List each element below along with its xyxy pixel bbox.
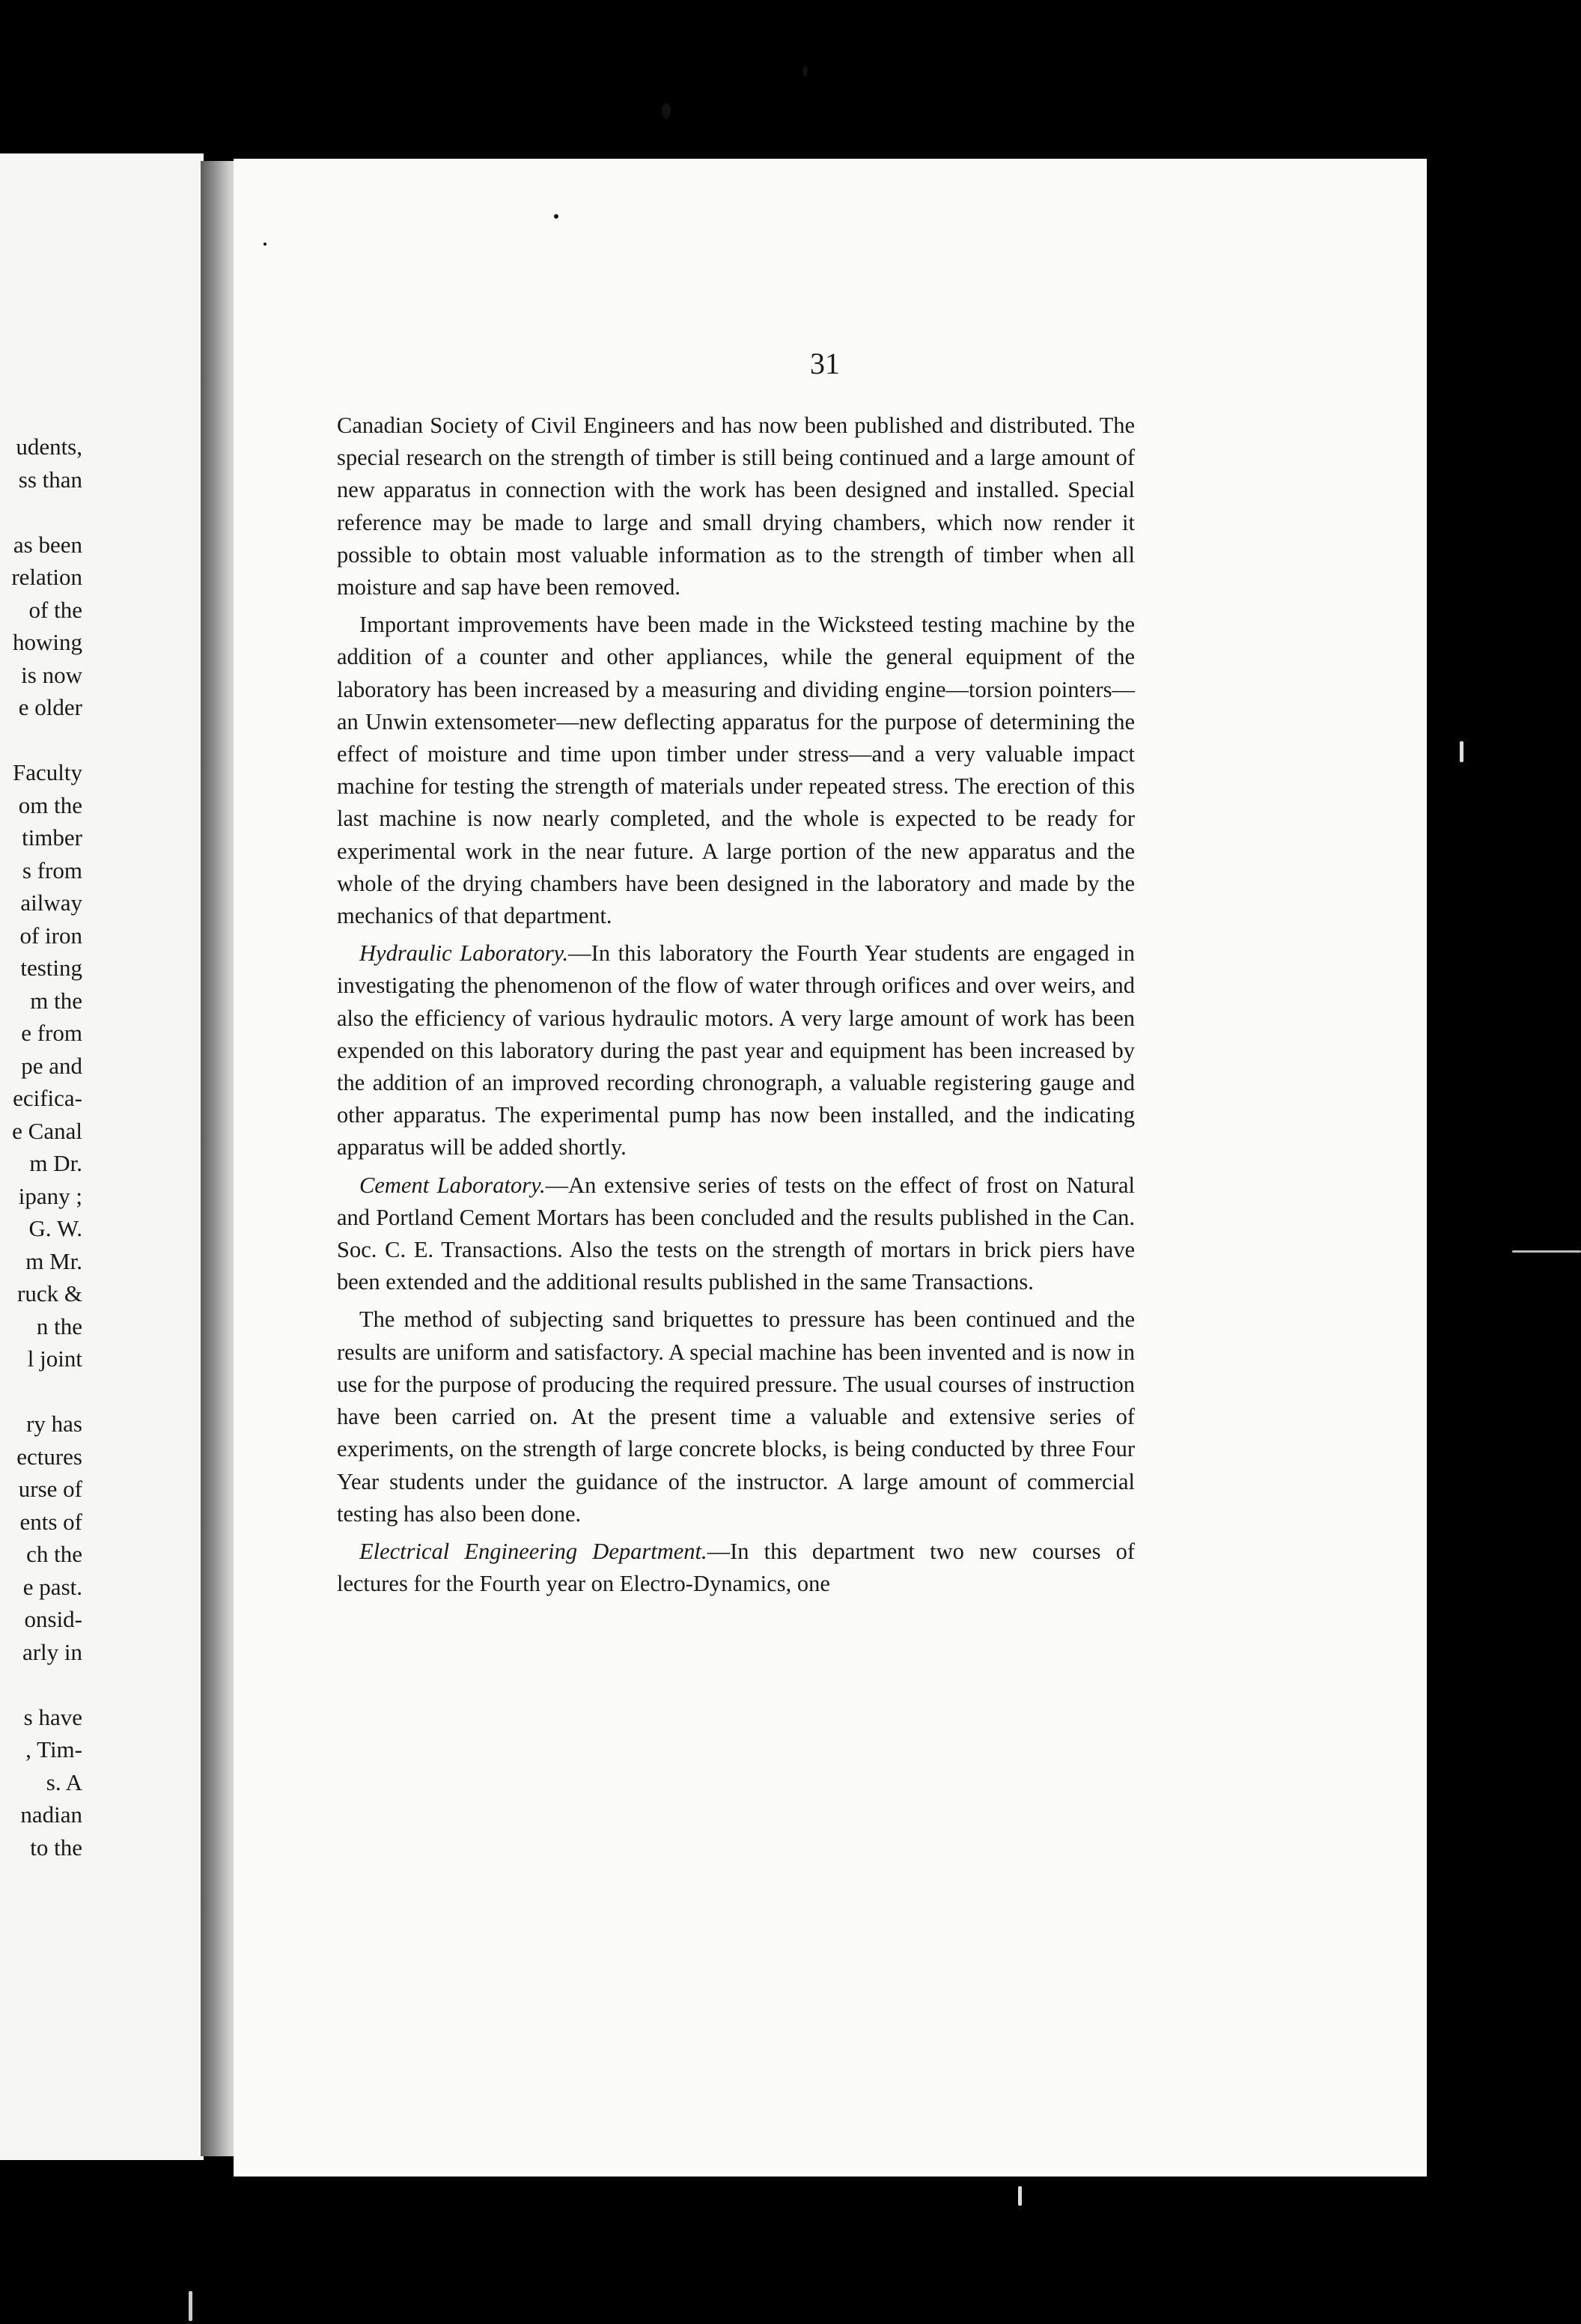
- left-page-line: ry has: [26, 1411, 82, 1437]
- scan-speck: [662, 103, 671, 118]
- paragraph: [337, 1169, 1135, 1299]
- left-page-line: s. A: [46, 1768, 82, 1795]
- section-heading: Hydraulic Laboratory.: [359, 940, 569, 967]
- paragraph: [337, 609, 1135, 932]
- left-page-line: G. W.: [28, 1215, 82, 1241]
- left-page-line: [11, 496, 82, 529]
- left-page-line: ecifica-: [13, 1085, 82, 1111]
- section-heading: Cement Laboratory.: [359, 1172, 546, 1198]
- left-page-line: Faculty: [13, 759, 82, 785]
- left-page-line: s from: [22, 857, 82, 883]
- left-page-line: is now: [21, 661, 82, 688]
- left-page-line: of iron: [19, 922, 82, 949]
- left-page-line: ipany ;: [18, 1182, 82, 1209]
- paragraph: [337, 1536, 1135, 1600]
- main-page: [234, 159, 1427, 2177]
- left-page-text: [11, 431, 82, 1864]
- paragraph-text: Canadian Society of Civil Engineers and has now been published and distributed. The special research on the strength of timber is still being continued and a large amount of new apparatus in connection with the work has been designed and installed. Special reference may be made to large and small drying chambers, which now render it possible to obtain most valuable information as to the strength of timber when all moisture and sap have been removed.: [337, 413, 1135, 600]
- left-page-line: to the: [30, 1834, 82, 1861]
- left-page-line: onsid-: [24, 1606, 82, 1632]
- paragraph-text: —An extensive series of tests on the effect of frost on Natural and Portland Cement Mortars has been concluded and the results published in the Can. Soc. C. E. Transactions. Also the tests on the strength of mortars in brick piers have been extended and the additional results published in the same Transactions.: [337, 1172, 1135, 1295]
- left-page-line: , Tim-: [25, 1736, 82, 1762]
- left-page-line: [11, 1668, 82, 1701]
- left-page-line: arly in: [22, 1638, 82, 1665]
- left-page-line: n the: [36, 1312, 82, 1339]
- paragraph: [337, 1304, 1135, 1530]
- scan-speck: [1460, 741, 1463, 762]
- left-page-line: ectures: [16, 1443, 82, 1470]
- left-page-line: pe and: [21, 1052, 82, 1079]
- paragraph-text: —In this laboratory the Fourth Year students are engaged in investigating the phenomenon of the flow of water through orifices and over weirs, and also the efficiency of various hydraulic motors. A very large amount of work has been expended on this laboratory during the past year and equipment has been increased by the addition of an improved recording chronograph, a valuable registering gauge and other apparatus. The experimental pump has now been installed, and the indicating apparatus will be added shortly.: [337, 940, 1136, 1161]
- paragraph-text: —In this department two new courses of lectures for the Fourth year on Electro-Dynamics, one: [337, 1538, 1135, 1597]
- left-page-line: om the: [18, 791, 82, 818]
- paragraph-text: The method of subjecting sand briquettes to pressure has been continued and the results are uniform and satisfactory. A special machine has been invented and is now in use for the purpose of producing the required pressure. The usual courses of instruction have been carried on. At the present time a valuable and extensive series of experiments, on the strength of large concrete blocks, is being conducted by three Four Year students under the guidance of the instructor. A large amount of commercial testing has also been done.: [337, 1307, 1135, 1527]
- left-page-line: of the: [28, 596, 82, 623]
- paragraph: [337, 937, 1135, 1163]
- left-page-line: [11, 1375, 82, 1408]
- left-page-line: udents,: [16, 434, 82, 460]
- left-page-line: e Canal: [12, 1117, 82, 1144]
- left-page-line: urse of: [18, 1476, 82, 1502]
- section-heading: Electrical Engineering Department.: [359, 1538, 707, 1564]
- scan-speck: [1018, 2186, 1022, 2206]
- scan-speck: [802, 66, 808, 76]
- left-page-line: as been: [13, 531, 82, 558]
- left-page-line: e older: [18, 694, 82, 720]
- left-page-line: e past.: [22, 1573, 82, 1600]
- left-page-line: ailway: [20, 889, 82, 916]
- left-page-line: [11, 724, 82, 757]
- left-page-line: e from: [21, 1020, 82, 1046]
- scan-speck: [189, 2291, 192, 2321]
- left-page-line: l joint: [27, 1345, 82, 1372]
- left-page: [0, 153, 204, 2160]
- scan-speck: [1512, 1250, 1581, 1253]
- scan-speck: [264, 243, 266, 246]
- left-page-line: s have: [23, 1703, 82, 1730]
- left-page-line: timber: [22, 824, 82, 851]
- left-page-line: ents of: [19, 1508, 82, 1535]
- left-page-line: m the: [30, 987, 82, 1014]
- scan-speck: [554, 214, 558, 219]
- left-page-line: relation: [11, 564, 82, 590]
- body-text: [337, 410, 1135, 1605]
- left-page-line: testing: [20, 955, 82, 981]
- paragraph: [337, 410, 1135, 603]
- left-page-line: m Mr.: [25, 1247, 82, 1274]
- left-page-line: m Dr.: [29, 1150, 82, 1176]
- left-page-line: ch the: [26, 1541, 82, 1567]
- left-page-line: ss than: [18, 466, 82, 493]
- page-number: 31: [810, 347, 840, 380]
- left-page-line: howing: [13, 629, 82, 655]
- paragraph-text: Important improvements have been made in the Wicksteed testing machine by the addition of a counter and other appliances, while the general equipment of the laboratory has been increased by a measuring and dividing engine—torsion pointers—an Unwin extensometer—new deflecting apparatus for the purpose of determining the effect of moisture and time upon timber under stress—and a very valuable impact machine for testing the strength of materials under repeated stress. The erection of this last machine is now nearly completed, and the whole is expected to be ready for experimental work in the near future. A large portion of the new apparatus and the whole of the drying chambers have been designed in the laboratory and made by the mechanics of that department.: [337, 612, 1135, 929]
- left-page-line: nadian: [20, 1801, 82, 1828]
- left-page-line: ruck &: [17, 1280, 82, 1307]
